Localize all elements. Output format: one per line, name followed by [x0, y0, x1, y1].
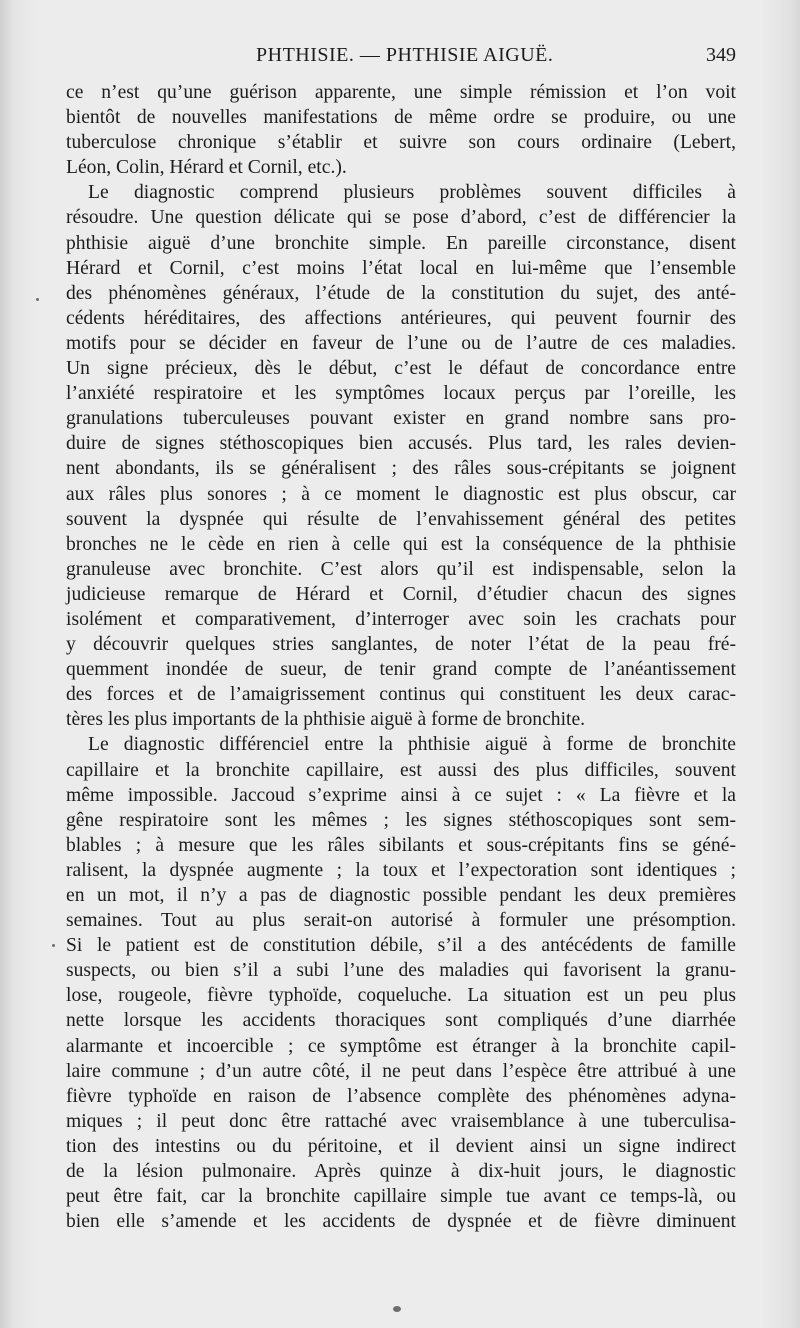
- text-line: cédents héréditaires, des affections antérieures, qui peuvent fournir des: [66, 307, 736, 329]
- paper-speck: [36, 298, 39, 301]
- text-line: peut être fait, car la bronchite capillaire simple tue avant ce temps-là, ou: [66, 1186, 736, 1208]
- text-line: miques ; il peut donc être rattaché avec vraisemblance à une tuberculisa-: [66, 1110, 736, 1132]
- text-line: bien elle s’amende et les accidents de dyspnée et de fièvre diminuent: [66, 1211, 736, 1233]
- text-line: motifs pour se décider en faveur de l’une ou de l’autre de ces maladies.: [66, 332, 736, 354]
- text-line: tères les plus importants de la phthisie aiguë à forme de bronchite.: [66, 709, 586, 731]
- running-title: PHTHISIE. — PHTHISIE AIGUË.: [256, 44, 554, 66]
- body-text: [66, 80, 736, 1234]
- paper-speck: [52, 944, 55, 947]
- text-line: duire de signes stéthoscopiques bien accusés. Plus tard, les rales devien-: [66, 433, 736, 455]
- text-line: ce n’est qu’une guérison apparente, une simple rémission et l’on voit: [66, 82, 736, 103]
- text-line: fièvre typhoïde en raison de l’absence complète des phénomènes adyna-: [66, 1085, 736, 1107]
- text-line: phthisie aiguë d’une bronchite simple. En pareille circonstance, disent: [66, 232, 736, 254]
- text-line: granulations tuberculeuses pouvant exister en grand nombre sans pro-: [66, 408, 736, 430]
- text-line: semaines. Tout au plus serait-on autorisé à formuler une présomption.: [66, 910, 736, 932]
- text-line: des phénomènes généraux, l’étude de la constitution du sujet, des anté-: [66, 282, 736, 304]
- text-line: ralisent, la dyspnée augmente ; la toux et l’expectoration sont identiques ;: [66, 859, 736, 881]
- page-header: [66, 40, 736, 72]
- text-line: en un mot, il n’y a pas de diagnostic possible pendant les deux premières: [66, 885, 736, 906]
- text-line: nette lorsque les accidents thoraciques sont compliqués d’une diarrhée: [66, 1010, 736, 1032]
- text-line: gêne respiratoire sont les mêmes ; les signes stéthoscopiques sont sem-: [66, 809, 736, 831]
- text-line: judicieuse remarque de Hérard et Cornil, d’étudier chacun des signes: [66, 583, 736, 605]
- text-line: capillaire et la bronchite capillaire, est aussi des plus difficiles, souvent: [66, 759, 736, 781]
- text-line: souvent la dyspnée qui résulte de l’envahissement général des petites: [66, 508, 736, 530]
- text-line: Hérard et Cornil, c’est moins l’état local en lui-même que l’ensemble: [66, 257, 736, 279]
- text-line: granuleuse avec bronchite. C’est alors qu’il est indispensable, selon la: [66, 558, 736, 580]
- text-line: résoudre. Une question délicate qui se pose d’abord, c’est de différencier la: [66, 207, 736, 229]
- text-line: même impossible. Jaccoud s’exprime ainsi à ce sujet : « La fièvre et la: [66, 784, 736, 806]
- text-line: alarmante et incoercible ; ce symptôme est étranger à la bronchite capil-: [66, 1035, 736, 1057]
- text-line: blables ; à mesure que les râles sibilants et sous-crépitants fins se géné-: [66, 834, 736, 856]
- text-line: quemment inondée de sueur, de tenir grand compte de l’anéantissement: [66, 659, 736, 681]
- text-line: Un signe précieux, dès le début, c’est le défaut de concordance entre: [66, 358, 736, 380]
- text-line: laire commune ; d’un autre côté, il ne peut dans l’espèce être attribué à une: [66, 1060, 736, 1082]
- text-line: lose, rougeole, fièvre typhoïde, coqueluche. La situation est un peu plus: [66, 985, 736, 1007]
- text-line: y découvrir quelques stries sanglantes, de noter l’état de la peau fré-: [66, 634, 736, 656]
- text-line: Le diagnostic comprend plusieurs problèmes souvent difficiles à: [88, 182, 736, 204]
- paper-speck: [393, 1306, 401, 1312]
- text-line: nent abondants, ils se généralisent ; des râles sous-crépitants se joignent: [66, 458, 736, 480]
- text-line: des forces et de l’amaigrissement continus qui constituent les deux carac-: [66, 684, 736, 706]
- text-line: aux râles plus sonores ; à ce moment le diagnostic est plus obscur, car: [66, 483, 736, 505]
- text-line: Le diagnostic différenciel entre la phthisie aiguë à forme de bronchite: [88, 734, 736, 756]
- text-line: tuberculose chronique s’établir et suivre son cours ordinaire (Lebert,: [66, 132, 736, 154]
- page-number: 349: [706, 44, 736, 66]
- text-line: bronches ne le cède en rien à celle qui est la conséquence de la phthisie: [66, 533, 736, 555]
- text-line: de la lésion pulmonaire. Après quinze à dix-huit jours, le diagnostic: [66, 1161, 736, 1183]
- text-line: tion des intestins ou du péritoine, et il devient ainsi un signe indirect: [66, 1135, 736, 1157]
- text-line: suspects, ou bien s’il a subi l’une des maladies qui favorisent la granu-: [66, 960, 736, 982]
- text-line: l’anxiété respiratoire et les symptômes locaux perçus par l’oreille, les: [66, 383, 736, 405]
- text-line: Si le patient est de constitution débile, s’il a des antécédents de famille: [66, 935, 736, 957]
- text-line: isolément et comparativement, d’interroger avec soin les crachats pour: [66, 608, 736, 630]
- text-line: Léon, Colin, Hérard et Cornil, etc.).: [66, 157, 347, 179]
- text-line: bientôt de nouvelles manifestations de même ordre se produire, ou une: [66, 107, 736, 129]
